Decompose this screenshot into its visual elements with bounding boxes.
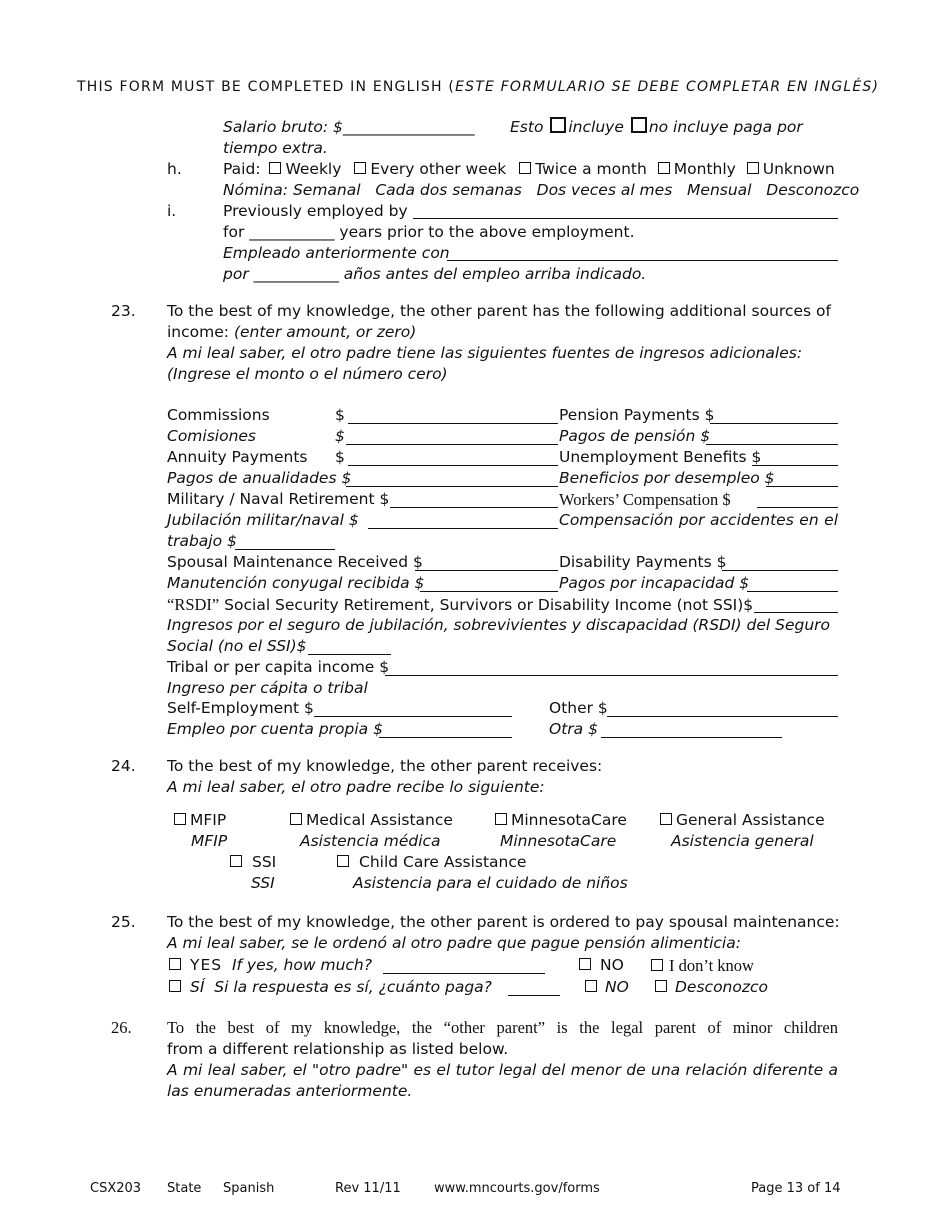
general-label: General Assistance [676, 811, 825, 829]
general-checkbox[interactable] [660, 813, 672, 825]
q25-text-es: A mi leal saber, se le ordenó al otro padre que pague pensión alimenticia: [167, 934, 741, 952]
workers-comp-label: Workers’ Compensation $ [559, 490, 731, 509]
medical-es-label: Asistencia médica [300, 832, 441, 850]
beneficios-label: Beneficios por desempleo $ [559, 469, 775, 487]
comisiones-field[interactable] [346, 444, 558, 445]
every-other-week-label: Every other week [370, 160, 507, 178]
unknown-label: Unknown [762, 160, 835, 178]
mncare-checkbox[interactable] [495, 813, 507, 825]
commissions-field[interactable] [348, 423, 558, 424]
medical-option [290, 810, 453, 831]
mncare-label: MinnesotaCare [511, 811, 627, 829]
no-incluye-label: no incluye paga por [648, 118, 803, 136]
footer-url[interactable]: www.mncourts.gov/forms [434, 1181, 600, 1196]
no-es-checkbox[interactable] [585, 980, 597, 992]
comisiones-dollar: $ [335, 427, 345, 445]
ssi-checkbox[interactable] [230, 855, 242, 867]
annuity-label: Annuity Payments [167, 448, 308, 466]
childcare-es-label: Asistencia para el cuidado de niños [353, 874, 628, 892]
other-label: Other $ [549, 699, 608, 717]
nomina-row: Nómina: Semanal Cada dos semanas Dos veces al mes Mensual Desconozco [223, 181, 860, 199]
annuity-field[interactable] [348, 465, 558, 466]
q24-text-en: To the best of my knowledge, the other parent receives: [167, 757, 603, 775]
monthly-label: Monthly [673, 160, 736, 178]
no-checkbox[interactable] [579, 958, 591, 970]
mncare-option [495, 810, 627, 831]
disability-label: Disability Payments $ [559, 553, 727, 571]
pagos-anualidades-field[interactable] [346, 486, 558, 487]
mfip-label: MFIP [190, 811, 227, 829]
mfip-es-label: MFIP [191, 832, 228, 850]
incluye-checkbox[interactable] [550, 117, 566, 133]
salario-bruto-label: Salario bruto: $_________________ [223, 118, 475, 136]
yes-option [169, 955, 372, 976]
comisiones-label: Comisiones [167, 427, 257, 445]
every-other-week-checkbox[interactable] [354, 162, 366, 174]
medical-label: Medical Assistance [306, 811, 453, 829]
for-years-line: for ___________ years prior to the above employment. [223, 223, 635, 241]
desconozco-option [655, 977, 768, 998]
how-much-label: If yes, how much? [231, 956, 372, 974]
q23-text-es-2: (Ingrese el monto o el número cero) [167, 365, 448, 383]
previously-employed-label: Previously employed by [223, 202, 408, 220]
header-english: THIS FORM MUST BE COMPLETED IN ENGLISH ( [77, 79, 456, 95]
rsdi-quote: “RSDI” [167, 595, 220, 614]
q23-number: 23. [111, 302, 136, 320]
q23-enter-amount: (enter amount, or zero) [233, 323, 417, 341]
esto-line [510, 117, 803, 138]
q24-number: 24. [111, 757, 136, 775]
tribal-field[interactable] [385, 675, 838, 676]
yes-label: YES [190, 956, 223, 974]
pagos-anualidades-label: Pagos de anualidades $ [167, 469, 352, 487]
jubilacion-field[interactable] [368, 528, 558, 529]
desconozco-checkbox[interactable] [655, 980, 667, 992]
ssi-label: SSI [252, 853, 277, 871]
si-option [169, 977, 492, 998]
otra-field[interactable] [601, 737, 782, 738]
q25-number: 25. [111, 913, 136, 931]
esto-text: Esto [510, 118, 544, 136]
pagos-incapacidad-field[interactable] [747, 591, 838, 592]
q26-text-en-1: To the best of my knowledge, the “other parent” is the legal parent of minor children [167, 1018, 838, 1037]
empleado-field[interactable] [447, 260, 838, 261]
trabajo-field[interactable] [235, 549, 335, 550]
pension-field[interactable] [710, 423, 838, 424]
jubilacion-label: Jubilación militar/naval $ [167, 511, 359, 529]
cuanto-field[interactable] [508, 995, 560, 996]
header-spanish: ESTE FORMULARIO SE DEBE COMPLETAR EN INGLÉS) [455, 79, 880, 95]
workers-comp-field[interactable] [757, 507, 838, 508]
dont-know-checkbox[interactable] [651, 959, 663, 971]
q25-text-en: To the best of my knowledge, the other parent is ordered to pay spousal maintenance: [167, 913, 840, 931]
paid-row [223, 159, 835, 180]
disability-field[interactable] [722, 570, 838, 571]
unemployment-label: Unemployment Benefits $ [559, 448, 762, 466]
pagos-pension-field[interactable] [706, 444, 838, 445]
q26-text-en-2: from a different relationship as listed below. [167, 1040, 509, 1058]
no-label: NO [600, 956, 624, 974]
q23-text-en-2 [167, 322, 416, 343]
no-es-label: NO [605, 978, 629, 996]
ingresos-rsdi-label: Ingresos por el seguro de jubilación, sobrevivientes y discapacidad (RSDI) del Seguro [167, 616, 831, 634]
spousal-field[interactable] [415, 570, 558, 571]
weekly-checkbox[interactable] [269, 162, 281, 174]
monthly-checkbox[interactable] [658, 162, 670, 174]
other-field[interactable] [607, 716, 838, 717]
q24-text-es: A mi leal saber, el otro padre recibe lo siguiente: [167, 778, 545, 796]
self-employment-label: Self-Employment $ [167, 699, 314, 717]
childcare-label: Child Care Assistance [359, 853, 527, 871]
footer-language: Spanish [223, 1181, 275, 1196]
general-option [660, 810, 825, 831]
ssi-es-label: SSI [251, 874, 275, 892]
item-i-letter: i. [167, 202, 177, 220]
q23-text-es-1: A mi leal saber, el otro padre tiene las siguientes fuentes de ingresos adicionales: [167, 344, 803, 362]
no-option [579, 955, 624, 976]
general-es-label: Asistencia general [671, 832, 814, 850]
empleo-propia-field[interactable] [379, 737, 512, 738]
si-label: SÍ [190, 978, 205, 996]
twice-a-month-checkbox[interactable] [519, 162, 531, 174]
rsdi-field[interactable] [754, 612, 838, 613]
unknown-checkbox[interactable] [747, 162, 759, 174]
footer-state: State [167, 1181, 202, 1196]
footer-page-number: Page 13 of 14 [751, 1181, 841, 1196]
incluye-label: incluye [568, 118, 624, 136]
military-field[interactable] [390, 507, 558, 508]
q23-text-en-1: To the best of my knowledge, the other parent has the following additional sources of [167, 302, 831, 320]
q26-text-es: A mi leal saber, el "otro padre" es el tutor legal del menor de una relación diferente a las enumeradas anteriormente. [167, 1061, 838, 1100]
pension-label: Pension Payments $ [559, 406, 715, 424]
beneficios-field[interactable] [766, 486, 838, 487]
dont-know-option [651, 955, 754, 976]
ssi-option [230, 852, 276, 873]
trabajo-label: trabajo $ [167, 532, 237, 550]
item-h-letter: h. [167, 160, 182, 178]
tribal-label: Tribal or per capita income $ [167, 658, 390, 676]
childcare-checkbox[interactable] [337, 855, 349, 867]
tiempo-extra: tiempo extra. [223, 139, 328, 157]
medical-checkbox[interactable] [290, 813, 302, 825]
cuanto-label: Si la respuesta es sí, ¿cuánto paga? [214, 978, 492, 996]
q23-income-label: income: [167, 323, 229, 341]
how-much-field[interactable] [383, 973, 545, 974]
annuity-dollar: $ [335, 448, 345, 466]
empleado-label: Empleado anteriormente con [223, 244, 450, 262]
compensacion-label: Compensación por accidentes en el [559, 511, 838, 529]
mfip-checkbox[interactable] [174, 813, 186, 825]
yes-checkbox[interactable] [169, 958, 181, 970]
no-es-option [585, 977, 629, 998]
ingreso-tribal-label: Ingreso per cápita o tribal [167, 679, 368, 697]
footer-revision: Rev 11/11 [335, 1181, 401, 1196]
dont-know-label: I don’t know [669, 956, 754, 975]
twice-a-month-label: Twice a month [535, 160, 647, 178]
military-label: Military / Naval Retirement $ [167, 490, 390, 508]
manutencion-label: Manutención conyugal recibida $ [167, 574, 425, 592]
spousal-label: Spousal Maintenance Received $ [167, 553, 423, 571]
pagos-pension-label: Pagos de pensión $ [559, 427, 711, 445]
otra-label: Otra $ [549, 720, 598, 738]
mfip-option [174, 810, 226, 831]
footer-form-code: CSX203 [90, 1181, 142, 1196]
por-anos-line: por ___________ años antes del empleo arriba indicado. [223, 265, 647, 283]
no-incluye-checkbox[interactable] [631, 117, 647, 133]
paid-label: Paid: [223, 160, 261, 178]
previous-employer-field[interactable] [413, 218, 838, 219]
empleo-propia-label: Empleo por cuenta propia $ [167, 720, 383, 738]
manutencion-field[interactable] [420, 591, 558, 592]
mncare-es-label: MinnesotaCare [500, 832, 617, 850]
q26-number: 26. [111, 1018, 132, 1037]
pagos-incapacidad-label: Pagos por incapacidad $ [559, 574, 750, 592]
childcare-option [337, 852, 526, 873]
si-checkbox[interactable] [169, 980, 181, 992]
social-label: Social (no el SSI)$ [167, 637, 307, 655]
self-employment-field[interactable] [314, 716, 512, 717]
form-header [77, 77, 879, 98]
desconozco-label: Desconozco [675, 978, 768, 996]
unemployment-field[interactable] [752, 465, 838, 466]
commissions-dollar: $ [335, 406, 345, 424]
social-field[interactable] [308, 654, 391, 655]
rsdi-label [167, 594, 753, 616]
rsdi-rest: Social Security Retirement, Survivors or Disability Income (not SSI)$ [219, 596, 754, 614]
commissions-label: Commissions [167, 406, 270, 424]
weekly-label: Weekly [285, 160, 342, 178]
